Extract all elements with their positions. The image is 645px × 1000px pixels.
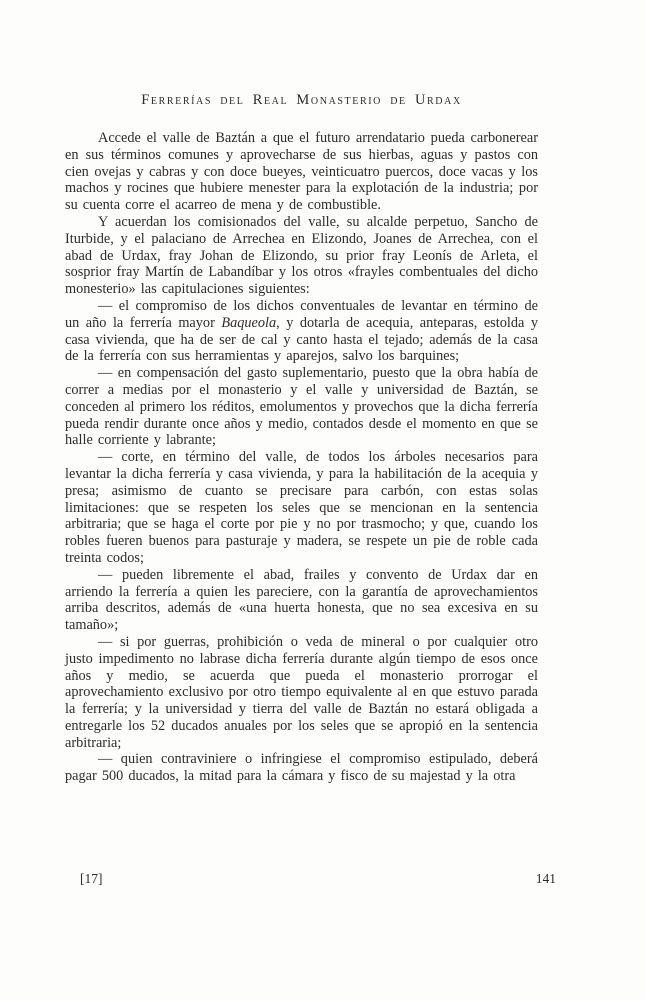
paragraph-corte: — corte, en término del valle, de todos los árboles necesarios para levantar la dicha ferrería y casa vivienda, y para la habilitación de la acequia y presa; asimismo de cuanto se precisare para carbón, con estas solas limitaciones: que se respeten los seles que se mencionan en la sentencia arbitraria; que se haga el corte por pie y no por trasmocho; y que, cuando los robles fueren buenos para pasturaje y madera, se respete un pie de roble cada treinta codos;: [65, 449, 538, 566]
folio-marker: [17]: [80, 871, 103, 886]
paragraph-accede: Accede el valle de Baztán a que el futuro arrendatario pueda carbonerear en sus términos comunes y aprovecharse de sus hierbas, aguas y pastos con cien ovejas y cabras y con doce bueyes, veinticuatro puercos, doce vacas y los machos y rocines que hubiere menester para la explotación de la industria; por su cuenta corre el acarreo de mena y de combustible.: [65, 130, 538, 214]
page-footer: [80, 871, 556, 887]
paragraph-compensacion: — en compensación del gasto suplementario, puesto que la obra había de correr a medias por el monasterio y el valle y universidad de Baztán, se conceden al primero los réditos, emolumentos y provechos que la dicha ferrería pueda rendir durante once años y medio, contados desde el momento en que se halle corriente y labrante;: [65, 365, 538, 449]
paragraph-compromiso-pre: — el compromiso de los dichos conventuales de levantar en término de un año la ferrería mayor: [65, 297, 538, 331]
page-title: Ferrerías del Real Monasterio de Urdax: [141, 92, 462, 108]
paragraph-compromiso-post: , y dotarla de acequia, anteparas, estolda y casa vivienda, que ha de ser de cal y canto hasta el tejado; además de la casa de la ferrería con sus herramientas y aparejos, salvo los barquines;: [65, 314, 538, 365]
paragraph-acuerdan: Y acuerdan los comisionados del valle, su alcalde perpetuo, Sancho de Iturbide, y el palaciano de Arrechea en Elizondo, Joanes de Arrechea, con el abad de Urdax, fray Johan de Elizondo, su prior fray Leonís de Arleta, el sosprior fray Martín de Labandíbar y los otros «frayles combentuales del dicho monesterio» las capitulaciones siguientes:: [65, 213, 538, 298]
ferreria-name-italic: Baqueola: [221, 314, 277, 331]
paragraph-arriendo: — pueden libremente el abad, frailes y convento de Urdax dar en arriendo la ferrería a quien les pareciere, con la garantía de aprovechamientos arriba descritos, además de «una huerta honesta, que no sea excesiva en su tamaño»;: [65, 566, 538, 634]
body-text-column: [65, 130, 538, 785]
paragraph-contravencion: — quien contraviniere o infringiese el compromiso estipulado, deberá pagar 500 ducados, la mitad para la cámara y fisco de su majestad y la otra: [65, 751, 538, 785]
page-number: 141: [535, 871, 556, 886]
paragraph-compromiso: [65, 298, 538, 365]
paragraph-guerras: — si por guerras, prohibición o veda de mineral o por cualquier otro justo impedimento no labrase dicha ferrería durante algún tiempo de esos once años y medio, se acuerda que pueda el monasterio prorrogar el aprovechamiento exclusivo por otro tiempo equivalente al en que estuvo parada la ferrería; y la universidad y tierra del valle de Baztán no estará obligada a entregarle los 52 ducados anuales por los seles que se apropió en la sentencia arbitraria;: [65, 633, 538, 751]
